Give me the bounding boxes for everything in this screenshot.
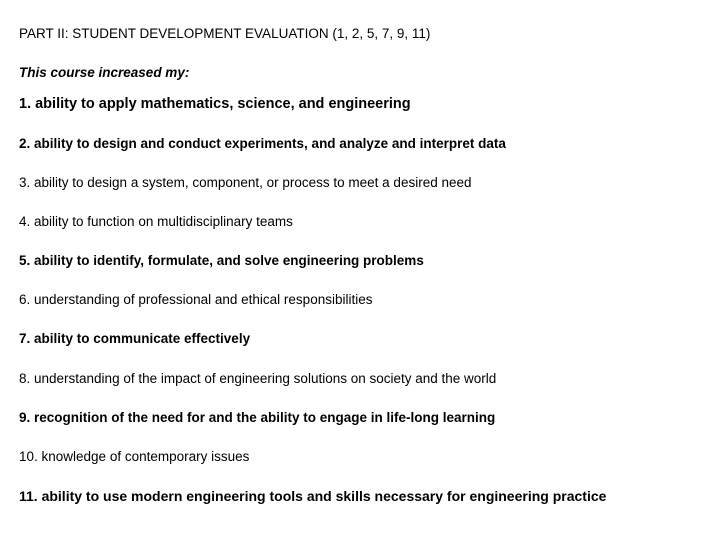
outcome-item-4: 4. ability to function on multidisciplinary teams xyxy=(19,214,293,229)
outcome-item-10: 10. knowledge of contemporary issues xyxy=(19,449,250,464)
section-subheading: This course increased my: xyxy=(19,65,190,80)
outcome-item-8: 8. understanding of the impact of engineering solutions on society and the world xyxy=(19,371,497,386)
outcome-item-3: 3. ability to design a system, component, or process to meet a desired need xyxy=(19,175,472,190)
outcome-item-9: 9. recognition of the need for and the ability to engage in life-long learning xyxy=(19,410,496,425)
outcome-item-6: 6. understanding of professional and ethical responsibilities xyxy=(19,292,373,307)
outcome-item-5: 5. ability to identify, formulate, and solve engineering problems xyxy=(19,253,424,268)
outcome-item-7: 7. ability to communicate effectively xyxy=(19,331,251,346)
outcome-item-2: 2. ability to design and conduct experiments, and analyze and interpret data xyxy=(19,136,506,151)
outcome-item-1: 1. ability to apply mathematics, science, and engineering xyxy=(19,96,411,112)
section-heading: PART II: STUDENT DEVELOPMENT EVALUATION (1, 2, 5, 7, 9, 11) xyxy=(19,26,431,41)
outcome-item-11: 11. ability to use modern engineering tools and skills necessary for engineering practice xyxy=(19,488,607,504)
